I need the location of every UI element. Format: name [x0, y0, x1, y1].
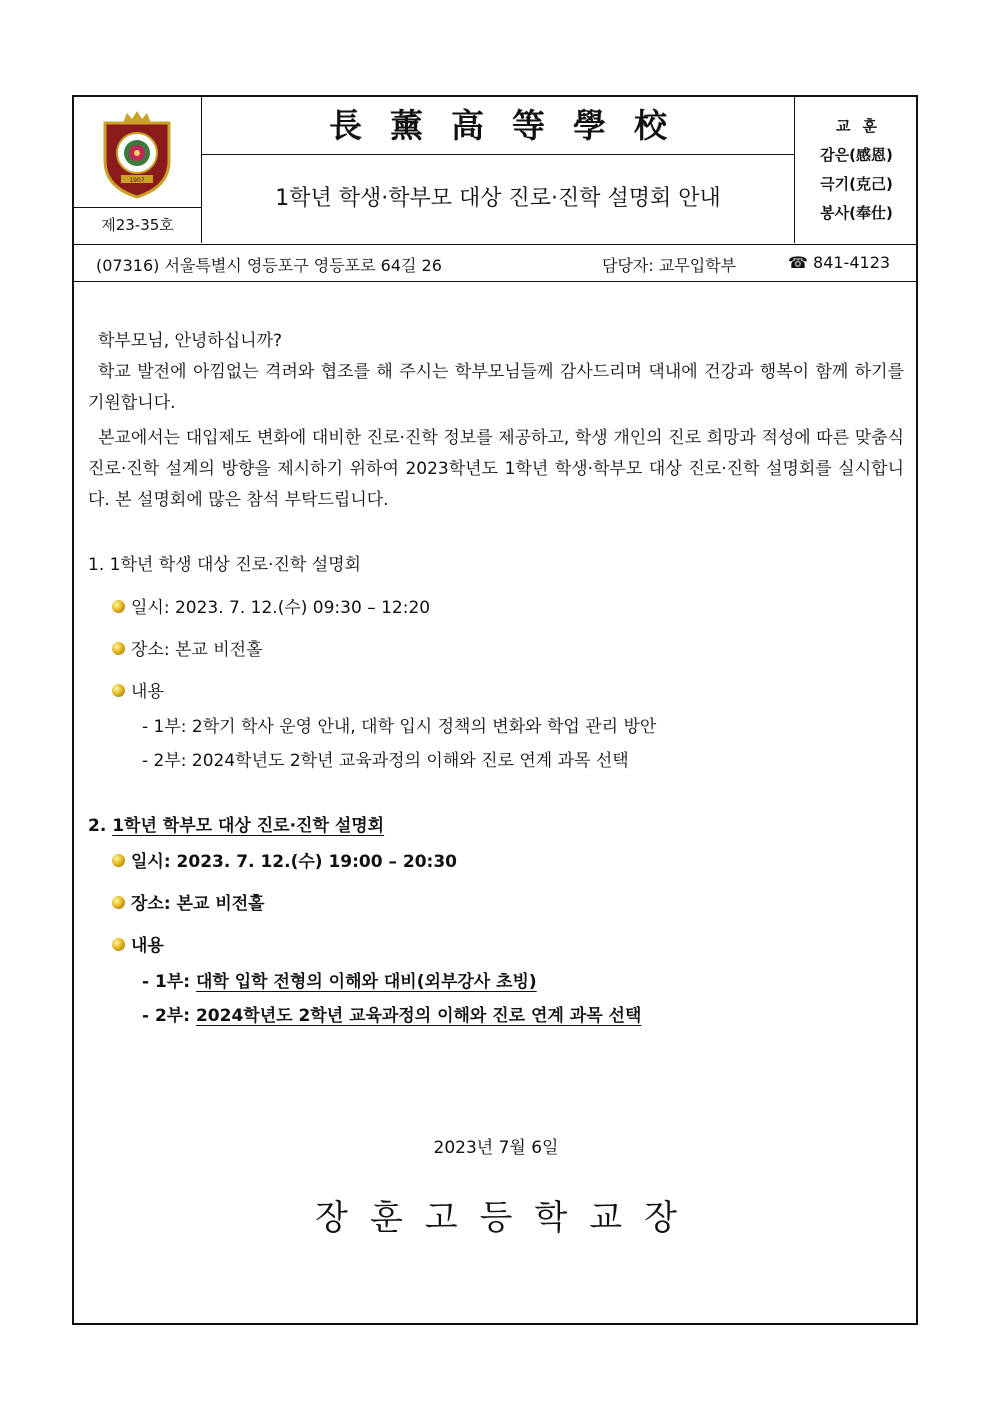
letter-body — [88, 326, 904, 516]
title-cell — [202, 97, 795, 243]
bullet-icon — [112, 938, 125, 951]
section-2-item-1 — [142, 967, 537, 992]
section-2-item-2-text: 2024학년도 2학년 교육과정의 이해와 진로 연계 과목 선택 — [195, 1006, 642, 1026]
info-bar — [74, 245, 916, 282]
section-1-item-1: - 1부: 2학기 학사 운영 안내, 대학 입시 정책의 변화와 학업 관리 방안 — [142, 717, 657, 737]
school-name: 長薰高等學校 — [202, 97, 794, 155]
paragraph-2: 본교에서는 대입제도 변화에 대비한 진로·진학 정보를 제공하고, 학생 개인의 진로 희망과 적성에 따른 맞춤식 진로·진학 설계의 방향을 제시하기 위하여 2023학년도 1학년 학생·학부모 대상 진로·진학 설명회를 실시합니다. 본 설명회에 많은 참석 부탁드립니다. — [88, 428, 904, 510]
bullet-icon — [112, 600, 125, 613]
section-2-date — [112, 847, 457, 872]
section-2-item-1-prefix: - 1부: — [142, 972, 191, 992]
bullet-icon — [112, 642, 125, 655]
section-1-content-label-text: 내용 — [131, 682, 164, 702]
section-2-date-text: 일시: 2023. 7. 12.(수) 19:00 – 20:30 — [131, 852, 458, 872]
document-header — [74, 97, 916, 245]
bullet-icon — [112, 854, 125, 867]
document-title: 1학년 학생·학부모 대상 진로·진학 설명회 안내 — [275, 186, 721, 211]
section-1-number: 1. — [88, 555, 105, 575]
paragraph-1: 학교 발전에 아낌없는 격려와 협조를 해 주시는 학부모님들께 감사드리며 댁내에 건강과 행복이 함께 하기를 기원합니다. — [88, 362, 904, 413]
school-emblem-icon — [101, 111, 173, 199]
contact-person: 담당자: 교무입학부 — [602, 256, 737, 275]
greeting: 학부모님, 안녕하십니까? — [98, 331, 283, 351]
motto-item: 감은(感恩) — [820, 146, 893, 164]
section-2-content-label-text: 내용 — [131, 936, 164, 956]
motto-item: 극기(克己) — [820, 175, 893, 193]
section-1-date-text: 일시: 2023. 7. 12.(수) 09:30 – 12:20 — [131, 598, 431, 618]
section-2-heading — [88, 811, 384, 836]
section-1-heading — [88, 550, 361, 575]
section-1-title: 1학년 학생 대상 진로·진학 설명회 — [109, 555, 361, 575]
section-2-place-text: 장소: 본교 비전홀 — [131, 894, 265, 914]
section-2-place — [112, 889, 265, 914]
school-address: (07316) 서울특별시 영등포구 영등포로 64길 26 — [96, 256, 442, 275]
principal-signature: 장훈고등학교장 — [315, 1198, 699, 1238]
bullet-icon — [112, 684, 125, 697]
issue-date: 2023년 7월 6일 — [433, 1138, 559, 1158]
bullet-icon — [112, 896, 125, 909]
motto-title: 교훈 — [836, 117, 889, 135]
section-2-item-1-text: 대학 입학 전형의 이해와 대비(외부강사 초빙) — [195, 972, 537, 992]
motto-item: 봉사(奉仕) — [820, 204, 893, 222]
section-2-item-2-prefix: - 2부: — [142, 1006, 191, 1026]
school-motto — [795, 97, 918, 243]
svg-text:1907: 1907 — [129, 177, 145, 184]
section-1-place — [112, 635, 263, 660]
section-2-number: 2. — [88, 816, 107, 836]
phone-number: ☎ 841-4123 — [788, 253, 891, 272]
document-number: 제23-35호 — [74, 207, 201, 243]
section-1-content-label — [112, 677, 164, 702]
section-1-date — [112, 593, 430, 618]
section-1-place-text: 장소: 본교 비전홀 — [131, 640, 263, 660]
section-1-item-2: - 2부: 2024학년도 2학년 교육과정의 이해와 진로 연계 과목 선택 — [142, 751, 629, 771]
school-logo — [74, 97, 201, 207]
section-2-item-2 — [142, 1001, 641, 1026]
section-2-content-label — [112, 931, 164, 956]
logo-cell — [74, 97, 202, 243]
section-2-title: 1학년 학부모 대상 진로·진학 설명회 — [112, 816, 385, 836]
